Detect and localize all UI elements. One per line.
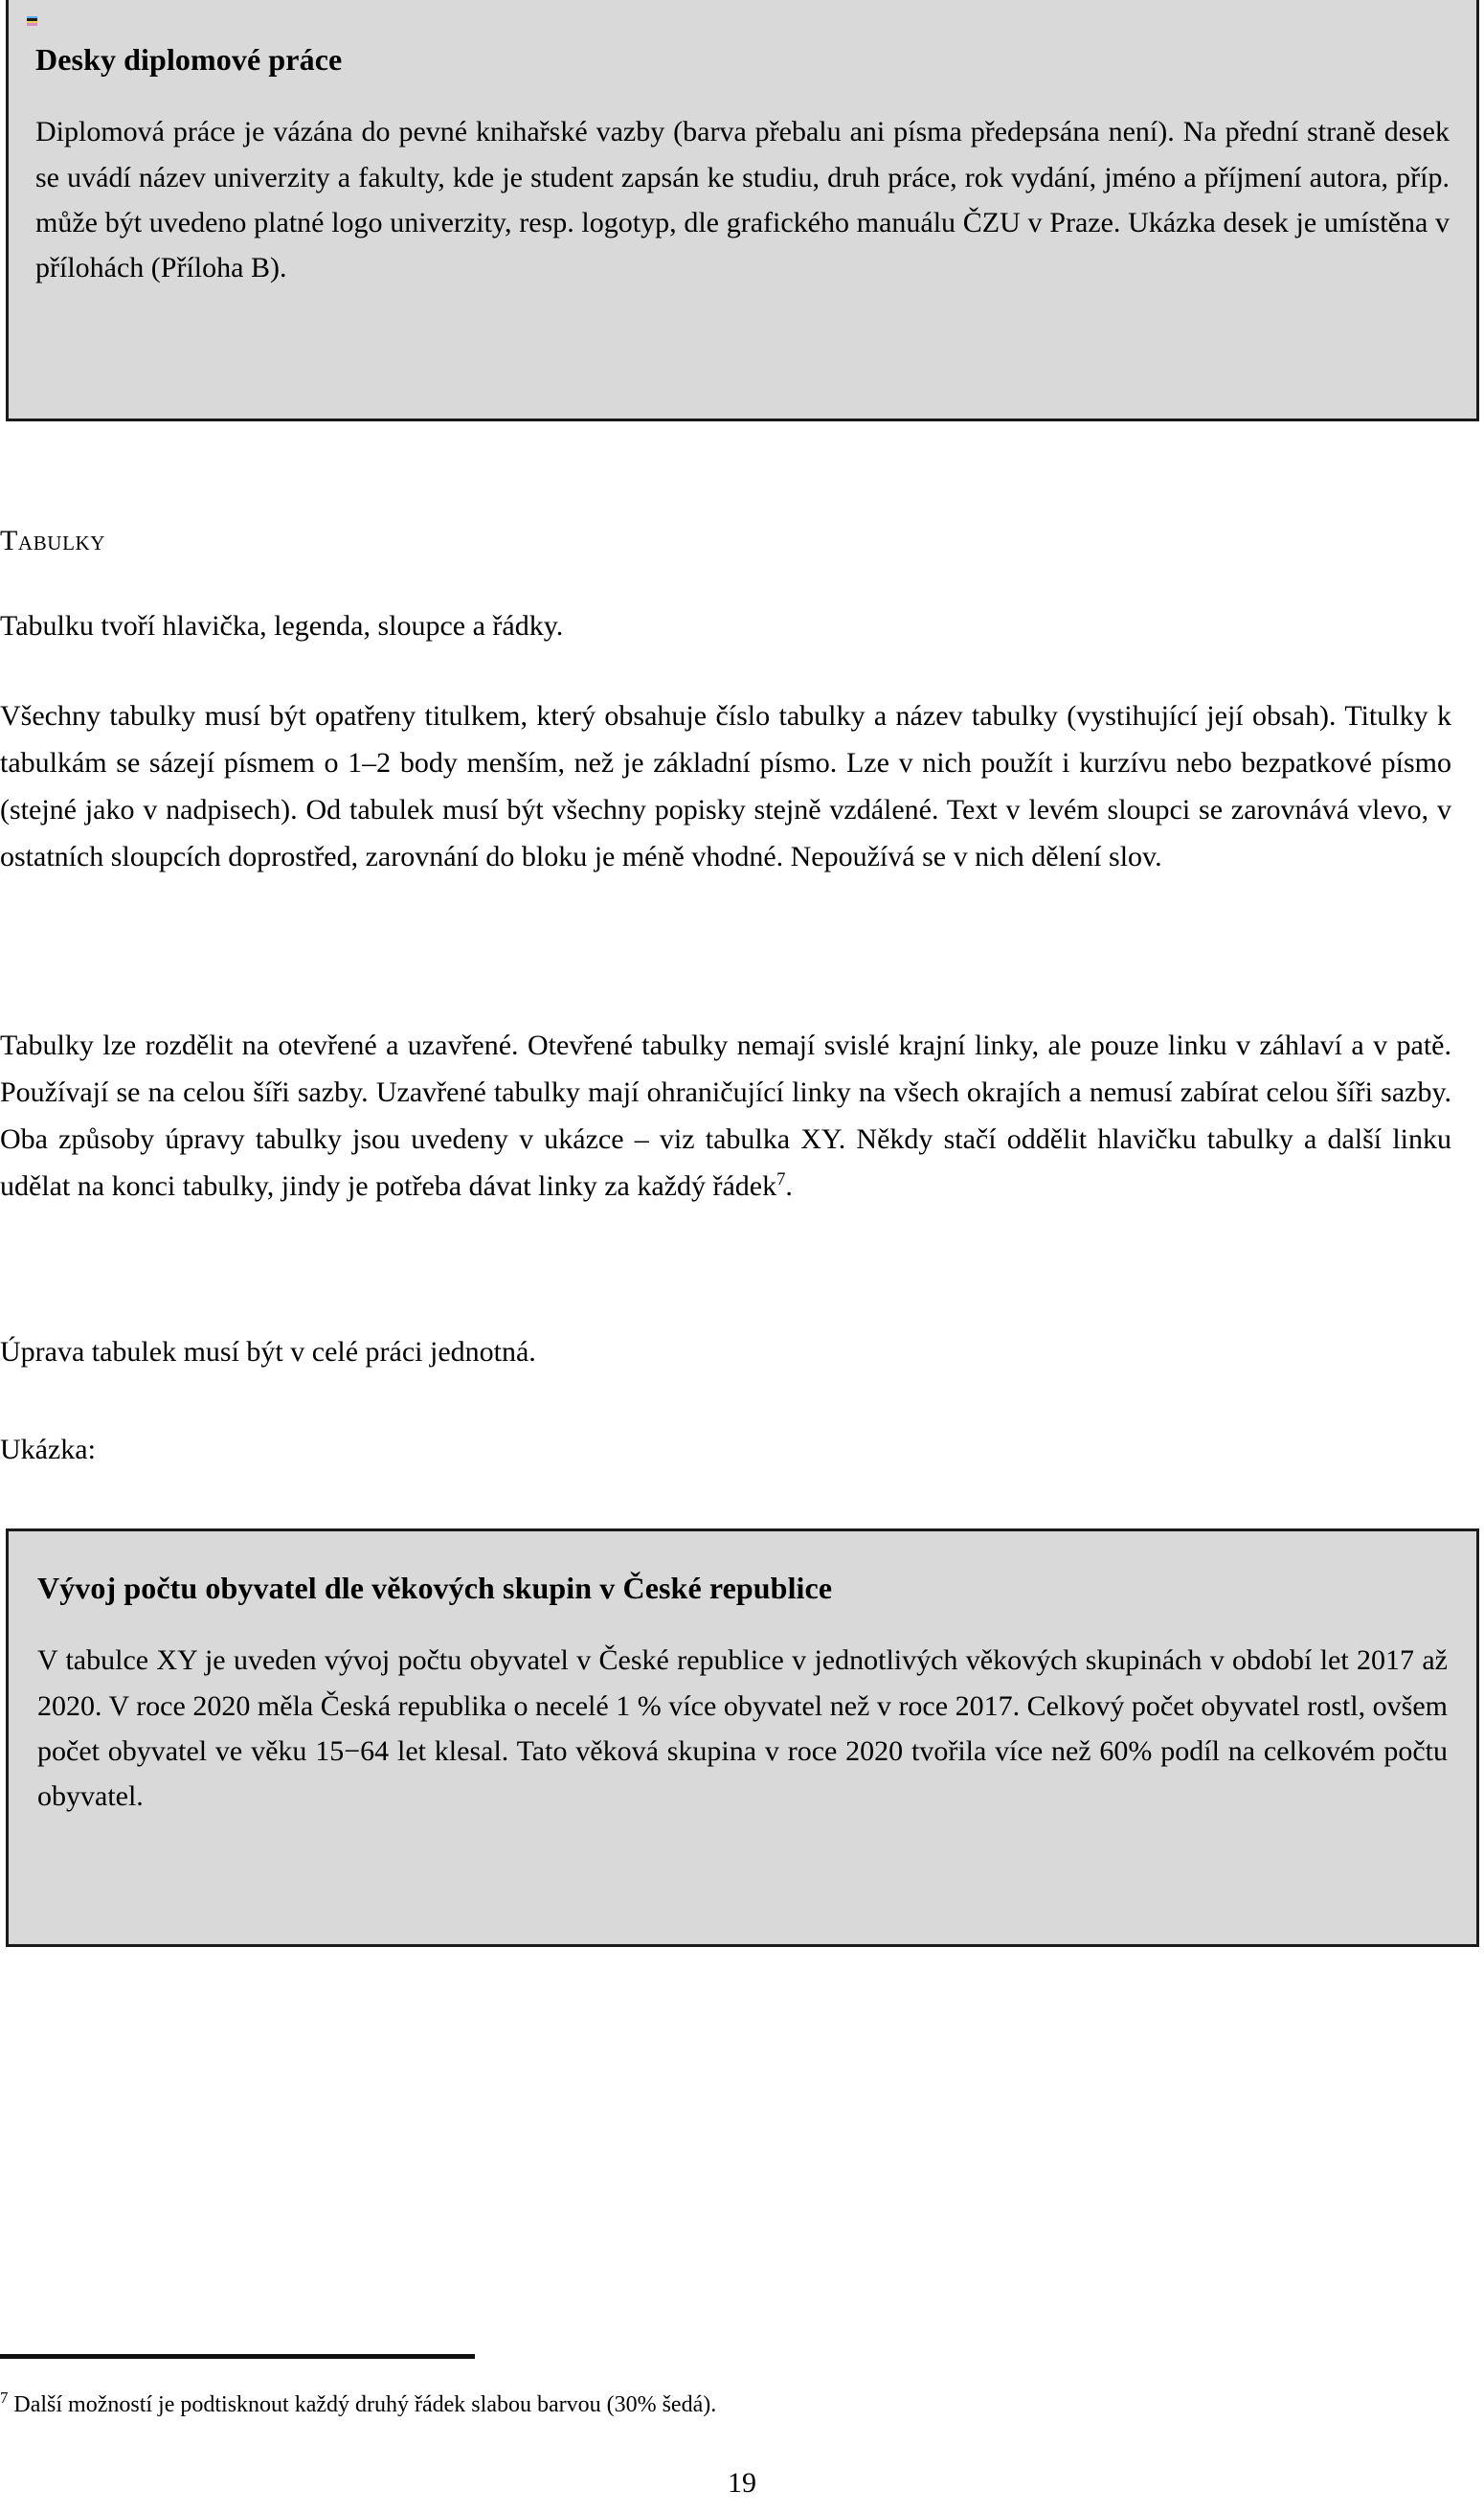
section-paragraph-2-text: Tabulky lze rozdělit na otevřené a uzavřené. Otevřené tabulky nemají svislé krajní linky, ale pouze linku v záhlaví a v patě. Používají se na celou šíři sazby. Uzavřené tabulky mají ohraničující linky na všech okrajích a nemusí zabírat celou šíři sazby. Oba způsoby úpravy tabulky jsou uvedeny v ukázce – viz tabulka XY. Někdy stačí oddělit hlavičku tabulky a další linku udělat na konci tabulky, jindy je potřeba dávat linky za každý řádek xyxy=(0,1030,1451,1202)
callout-box-desky xyxy=(6,0,1479,421)
footnote-separator-rule xyxy=(0,2354,475,2359)
section-paragraph-3: Úprava tabulek musí být v celé práci jednotná. xyxy=(0,1336,536,1368)
callout-desky-paragraph: Diplomová práce je vázána do pevné knihařské vazby (barva přebalu ani písma předepsána není). Na přední straně desek se uvádí název univerzity a fakulty, kde je student zapsán ke studiu, druh práce, rok vydání, jméno a příjmení autora, příp. může být uvedeno platné logo univerzity, resp. logotyp, dle grafického manuálu ČZU v Praze. Ukázka desek je umístěna v přílohách (Příloha B). xyxy=(35,116,1450,284)
callout-desky-heading: Desky diplomové práce xyxy=(35,42,343,77)
section-paragraph-1: Všechny tabulky musí být opatřeny titulkem, který obsahuje číslo tabulky a název tabulky (vystihující její obsah). Titulky k tabulkám se sázejí písmem o 1–2 body menším, než je základní písmo. Lze v nich použít i kurzívu nebo bezpatkové písmo (stejné jako v nadpisech). Od tabulek musí být všechny popisky stejně vzdálené. Text v levém sloupci se zarovnává vlevo, v ostatních sloupcích doprostřed, zarovnání do bloku je méně vhodné. Nepoužívá se v nich dělení slov. xyxy=(0,700,1451,872)
footnote-reference-marker[interactable]: 7 xyxy=(776,1168,786,1189)
image-anchor-icon xyxy=(27,16,37,26)
section-paragraph-2-tail: . xyxy=(785,1169,793,1202)
footnote xyxy=(0,2388,1340,2422)
page-number: 19 xyxy=(728,2467,756,2499)
section-intro-line: Tabulku tvoří hlavička, legenda, sloupce a řádky. xyxy=(0,610,564,642)
footnote-marker: 7 xyxy=(0,2388,9,2407)
callout-box-ukazka xyxy=(6,1528,1479,1947)
section-paragraph-2 xyxy=(0,1023,1451,1211)
callout-ukazka-paragraph: V tabulce XY je uveden vývoj počtu obyvatel v České republice v jednotlivých věkových skupinách v období let 2017 až 2020. V roce 2020 měla Česká republika o necelé 1 % více obyvatel než v roce 2017. Celkový počet obyvatel rostl, ovšem počet obyvatel ve věku 15−64 let klesal. Tato věková skupina v roce 2020 tvořila více než 60% podíl na celkovém počtu obyvatel. xyxy=(37,1644,1448,1813)
section-heading-tabulky: Tabulky xyxy=(0,525,106,556)
footnote-text: Další možností je podtisknout každý druhý řádek slabou barvou (30% šedá). xyxy=(8,2392,717,2417)
callout-ukazka-heading: Vývoj počtu obyvatel dle věkových skupin v České republice xyxy=(37,1571,833,1605)
example-label: Ukázka: xyxy=(0,1434,96,1465)
